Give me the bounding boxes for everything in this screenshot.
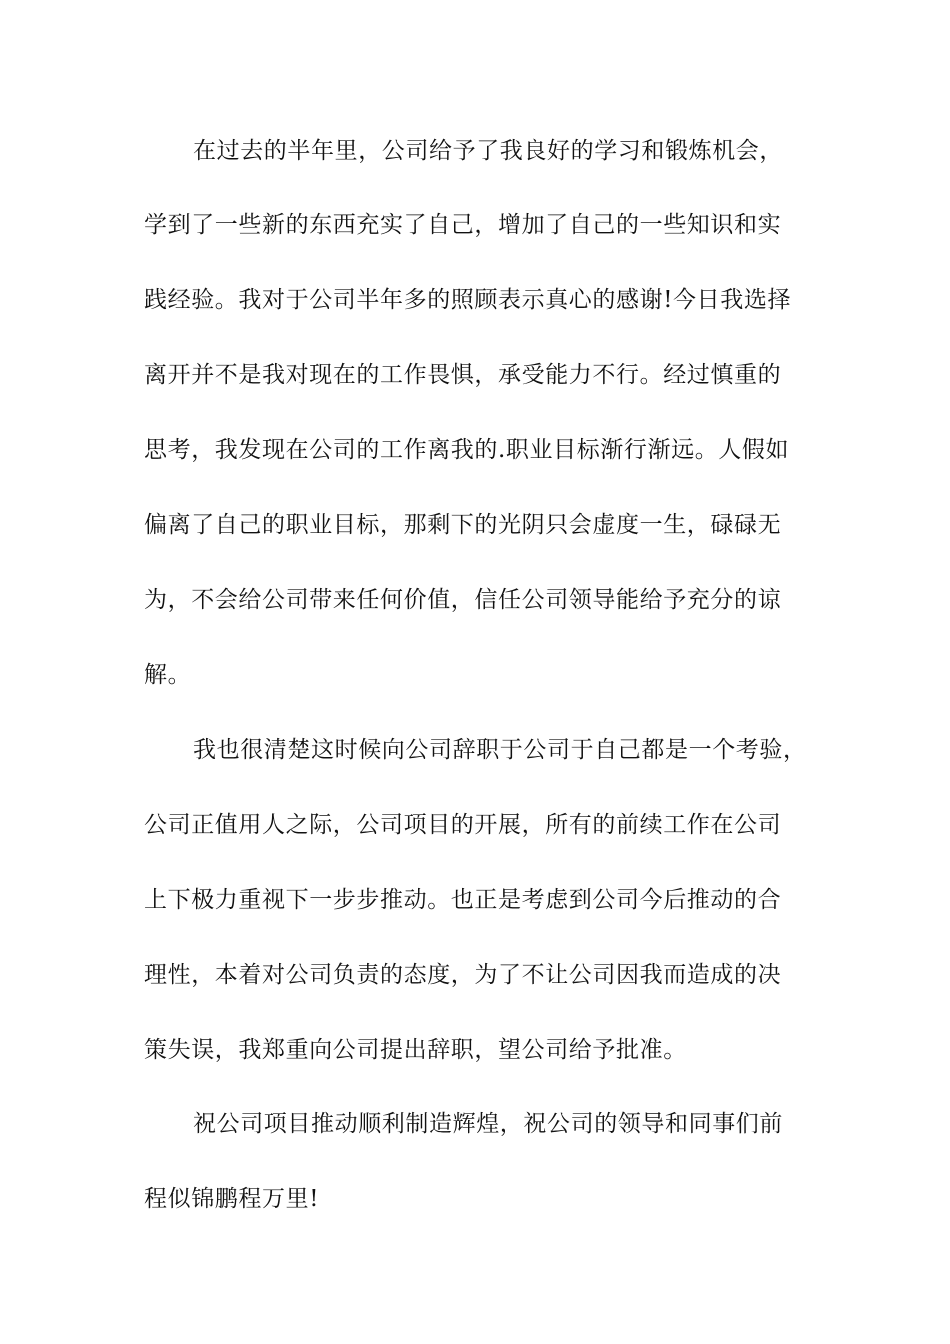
paragraph-2-line-3: 上下极力重视下一步步推动。也正是考虑到公司今后推动的合	[144, 887, 782, 913]
paragraph-1-line-5: 思考，我发现在公司的工作离我的.职业目标渐行渐远。人假如	[144, 437, 790, 463]
paragraph-1-line-7: 为，不会给公司带来任何价值，信任公司领导能给予充分的谅	[144, 587, 782, 613]
paragraph-1-line-2: 学到了一些新的东西充实了自己，增加了自己的一些知识和实	[144, 212, 782, 238]
paragraph-2-line-2: 公司正值用人之际，公司项目的开展，所有的前续工作在公司	[144, 812, 782, 838]
paragraph-2-line-1: 我也很清楚这时候向公司辞职于公司于自己都是一个考验，	[193, 737, 807, 763]
paragraph-2-line-5: 策失误，我郑重向公司提出辞职，望公司给予批准。	[144, 1037, 687, 1063]
paragraph-3-line-1: 祝公司项目推动顺利制造辉煌，祝公司的领导和同事们前	[193, 1111, 783, 1137]
paragraph-3-line-2: 程似锦鹏程万里!	[144, 1186, 320, 1212]
paragraph-1-line-8: 解。	[144, 662, 192, 688]
paragraph-2-line-4: 理性，本着对公司负责的态度，为了不让公司因我而造成的决	[144, 962, 782, 988]
paragraph-1-line-6: 偏离了自己的职业目标，那剩下的光阴只会虚度一生，碌碌无	[144, 512, 782, 538]
paragraph-1-line-3: 践经验。我对于公司半年多的照顾表示真心的感谢!今日我选择	[144, 287, 792, 313]
paragraph-1-line-1: 在过去的半年里，公司给予了我良好的学习和锻炼机会，	[193, 138, 783, 164]
paragraph-1-line-4: 离开并不是我对现在的工作畏惧，承受能力不行。经过慎重的	[144, 362, 782, 388]
